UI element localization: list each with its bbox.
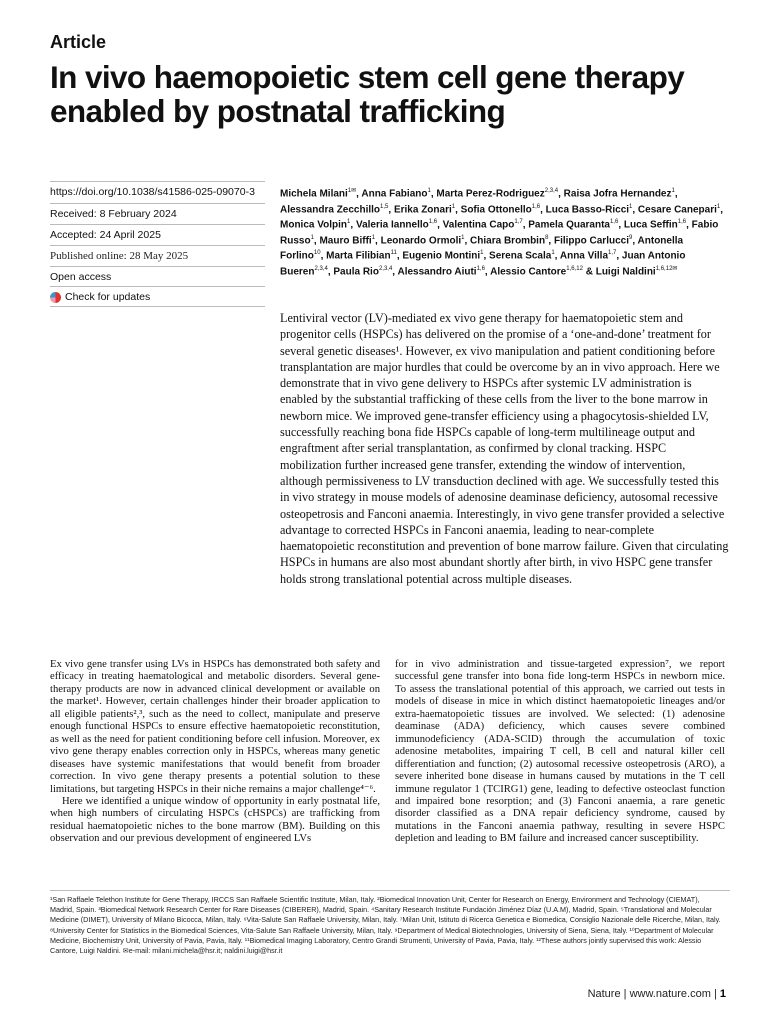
footer-separator: | bbox=[623, 988, 630, 1000]
page-number: 1 bbox=[719, 988, 726, 1000]
footnote-divider bbox=[50, 890, 730, 891]
accepted-date: Accepted: 24 April 2025 bbox=[50, 229, 161, 241]
abstract: Lentiviral vector (LV)-mediated ex vivo gene therapy for haematopoietic stem and progenitor cells (HSPCs) has delivered on the promise of a ‘one-and-done’ treatment for several genetic diseases¹. However, ex vivo manipulation and patient conditioning before transplantation are major hurdles that could be overcome by an in vivo approach. Here we demonstrate that in vivo gene delivery to HSPCs after systemic LV administration is enabled by the substantial trafficking of these cells from the liver to the bone marrow in newborn mice. We improved gene-transfer efficiency using a phagocytosis-shielded LV, successfully reaching bona fide HSPCs capable of long-term multilineage output and engraftment after serial transplantation, as confirmed by clonal tracking. HSPC mobilization further increased gene transfer, extending the window of intervention, although permissiveness to LV transduction declined with age. We successfully tested this in vivo strategy in mouse models of adenosine deaminase deficiency, autosomal recessive osteopetrosis and Fanconi anaemia. Interestingly, in vivo gene transfer provided a selective advantage to corrected HSPCs in Fanconi anaemia, leading to near-complete haematopoietic reconstitution and prevention of bone marrow failure. Given that circulating HSPCs in humans are also most abundant shortly after birth, in vivo HSPC gene transfer holds strong translational potential across multiple diseases. bbox=[280, 311, 729, 586]
affiliations-footnotes: ¹San Raffaele Telethon Institute for Gene Therapy, IRCCS San Raffaele Scientific Institute, Milan, Italy. ²Biomedical Innovation Unit, Center for Research on Energy, Environment and Technology (CIEMAT), Madrid, Spain. ³Biomedical Network Research Center for Rare Diseases (CIBERER), Madrid, Spain. ⁴Sanitary Research Institute Fundación Jiménez Díaz (U.A.M), Madrid, Spain. ⁵Translational and Molecular Medicine (DIMET), University of Milano Bicocca, Milan, Italy. ⁶Vita-Salute San Raffaele University, Milan, Italy. ⁷Milan Unit, Istituto di Ricerca Genetica e Biomedica, Consiglio Nazionale delle Ricerche, Milan, Italy. ⁸University Center for Statistics in the Biomedical Sciences, Vita-Salute San Raffaele University, Milan, Italy. ⁹Department of Medical Biotechnologies, University of Siena, Siena, Italy. ¹⁰Department of Molecular Medicine, Biochemistry Unit, University of Pavia, Pavia, Italy. ¹¹Biomedical Imaging Laboratory, Centro Grandi Strumenti, University of Pavia, Pavia, Italy. ¹²These authors jointly supervised this work: Alessio Cantore, Luigi Naldini. ✉e-mail: milani.michela@hsr.it; naldini.luigi@hsr.it bbox=[50, 895, 721, 956]
page-footer bbox=[588, 988, 726, 1000]
meta-divider bbox=[50, 203, 265, 204]
body-column-left bbox=[50, 659, 380, 846]
open-access-label: Open access bbox=[50, 271, 112, 283]
check-for-updates-button[interactable] bbox=[50, 291, 265, 303]
received-date: Received: 8 February 2024 bbox=[50, 208, 177, 220]
author-list: Michela Milani$^{1✉}$, Anna Fabiano$^1$, Marta Perez-Rodriguez$^{2,3,4}$, Raisa Jofra Hernandez$^1$, Alessandra Zecchillo$^{1,5}$, Erika Zonari$^1$, Sofia Ottonello$^{1,6}$, Luca Basso-Ricci$^1$, Cesare Canepari$^1$, Monica Volpin$^1$, Valeria Iannello$^{1,6}$, Valentina Capo$^{1,7}$, Pamela Quaranta$^{1,6}$, Luca Seffin$^{1,6}$, Fabio Russo$^1$, Mauro Biffi$^1$, Leonardo Ormoli$^1$, Chiara Brombin$^8$, Filippo Carlucci$^9$, Antonella Forlino$^{10}$, Marta Filibian$^{11}$, Eugenio Montini$^1$, Serena Scala$^1$, Anna Villa$^{1,7}$, Juan Antonio Bueren$^{2,3,4}$, Paula Rio$^{2,3,4}$, Alessandro Aiuti$^{1,6}$, Alessio Cantore$^{1,6,12}$ & Luigi Naldini$^{1,6,12✉}$ bbox=[280, 188, 723, 277]
meta-divider bbox=[50, 286, 265, 287]
journal-name: Nature bbox=[587, 988, 621, 1000]
footer-separator: | bbox=[713, 988, 720, 1000]
check-updates-label: Check for updates bbox=[65, 291, 151, 303]
article-title: In vivo haemopoietic stem cell gene therapy enabled by postnatal trafficking bbox=[50, 59, 685, 129]
meta-divider bbox=[50, 306, 265, 307]
body-paragraph: Ex vivo gene transfer using LVs in HSPCs has demonstrated both safety and efficacy in treating haematological and metabolic disorders. Several gene-therapy products are now in advanced clinical development or available on the market¹. However, certain challenges hinder their broader application to all eligible patients²,³, such as the need to collect, manipulate and preserve enough functional HSPCs to ensure effective haematopoietic reconstitution, as well as the need for patient conditioning before cell infusion. Moreover, ex vivo gene therapy enables correction only in HSPCs, whereas many genetic diseases have systemic manifestations that would benefit from broader correction. In vivo gene therapy presents a potential solution to these limitations, but targeting HSPCs in their niche remains a major challenge⁴⁻⁶. bbox=[50, 659, 380, 795]
body-column-right bbox=[395, 659, 725, 846]
meta-divider bbox=[50, 245, 265, 246]
meta-divider bbox=[50, 181, 265, 182]
article-type-label: Article bbox=[50, 32, 107, 52]
body-paragraph: for in vivo administration and tissue-targeted expression⁷, we report successful gene transfer into bona fide long-term HSPCs in newborn mice. To assess the translational potential of this approach, we carried out tests in models of disease in mice in which distinct haematopoietic lineages and/or extra-haematopoietic tissues are involved. We selected: (1) adenosine deaminase (ADA) deficiency, which causes severe combined immunodeficiency (ADA-SCID) through the accumulation of toxic adenosine metabolites, impairing T cell, B cell and natural killer cell differentiation and function; (2) autosomal recessive osteopetrosis (ARO), a severe inherited bone disease in humans caused by mutations in the T cell immune regulator 1 (TCIRG1) gene, leading to defective osteoclast function and impaired bone resorption; and (3) Fanconi anaemia, a rare genetic disorder classified as a DNA repair deficiency syndrome, caused by mutations in the Fanconi anaemia pathway, resulting in severe HSPC depletion and leading to BM failure and increased cancer susceptibility. bbox=[395, 659, 725, 845]
check-updates-icon bbox=[50, 292, 61, 303]
meta-divider bbox=[50, 224, 265, 225]
meta-divider bbox=[50, 266, 265, 267]
doi-link[interactable]: https://doi.org/10.1038/s41586-025-09070-3 bbox=[50, 186, 255, 198]
body-paragraph: Here we identified a unique window of opportunity in early postnatal life, when high numbers of circulating HSPCs (cHSPCs) are trafficking from residual haematopoietic niches to the bone marrow (BM). Building on this observation and our previous development of engineered LVs bbox=[50, 795, 380, 845]
journal-site-link[interactable]: www.nature.com bbox=[629, 988, 711, 1000]
published-date: Published online: 28 May 2025 bbox=[50, 250, 189, 262]
